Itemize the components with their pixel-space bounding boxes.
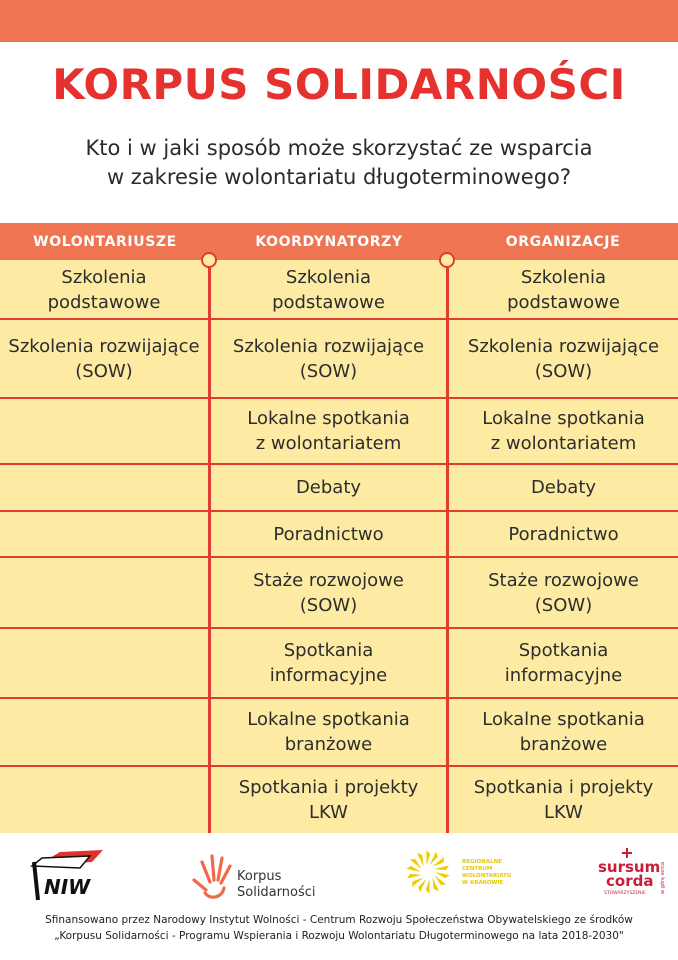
- rcw-logo: [406, 850, 511, 894]
- footer-note: [0, 912, 678, 944]
- rcw-text-2: CENTRUM: [462, 866, 493, 872]
- divider-knob: [201, 252, 217, 268]
- table-cell: [0, 398, 208, 464]
- subtitle-line-2: w zakresie wolontariatu długoterminowego?: [106, 165, 572, 189]
- table-header: [0, 223, 678, 260]
- sun-ray: [430, 852, 438, 866]
- sursum-corda-logo: [598, 848, 666, 896]
- table-cell: Staże rozwojowe (SOW): [488, 569, 639, 616]
- corda-text: corda: [606, 872, 654, 890]
- table-cell: Spotkania informacyjne: [269, 640, 388, 686]
- table-cell: [0, 557, 208, 628]
- table-cell: Szkolenia rozwijające (SOW): [8, 335, 200, 382]
- korpus-text-1: Korpus: [237, 869, 282, 884]
- page-subtitle: [40, 134, 638, 192]
- table-cell: Poradnictwo: [508, 523, 619, 545]
- sun-ray: [407, 874, 422, 879]
- table-cell: Lokalne spotkania branżowe: [482, 709, 645, 755]
- table-cell: Debaty: [295, 477, 362, 498]
- subtitle-line-1: Kto i w jaki sposób może skorzystać ze wsparcia: [85, 136, 593, 160]
- header-koordynatorzy: KOORDYNATORZY: [255, 234, 403, 250]
- sun-ray: [435, 872, 450, 878]
- hand-logo: [194, 856, 230, 897]
- table-cell: Lokalne spotkania branżowe: [247, 709, 410, 755]
- korpus-logo: [194, 856, 316, 900]
- w-gore-serca-text: w górę serca: [660, 861, 666, 894]
- table-cell: [0, 464, 208, 511]
- sun-ray: [418, 879, 426, 893]
- sun-ray: [434, 866, 449, 871]
- table-cell: Szkolenia rozwijające (SOW): [232, 335, 425, 382]
- table-cell: [0, 698, 208, 766]
- sponsor-logos: [0, 838, 678, 908]
- header-organizacje: ORGANIZACJE: [505, 234, 621, 250]
- table-cell: Szkolenia podstawowe: [272, 266, 385, 313]
- support-table: [0, 223, 678, 833]
- header-wolontariusze: WOLONTARIUSZE: [33, 234, 177, 250]
- table-cell: [0, 628, 208, 698]
- table-cell: Spotkania i projekty LKW: [238, 776, 419, 823]
- table-cell: Lokalne spotkania z wolontariatem: [247, 408, 410, 454]
- divider-knob: [439, 252, 455, 268]
- korpus-text-2: Solidarności: [237, 885, 316, 900]
- rcw-text-4: W KRAKOWIE: [462, 880, 504, 886]
- sun-ray: [426, 879, 430, 894]
- table-cell: Szkolenia rozwijające (SOW): [467, 335, 660, 382]
- table-cell: Spotkania i projekty LKW: [473, 776, 654, 823]
- table-cell: Staże rozwojowe (SOW): [253, 569, 404, 616]
- sun-ray: [406, 866, 421, 872]
- sun-logo: [406, 850, 450, 894]
- stowarzyszenie-text: STOWARZYSZENIE: [604, 891, 646, 896]
- footer-line-1: Sfinansowano przez Narodowy Instytut Wolności - Centrum Rozwoju Społeczeństwa Obywatelskiego ze środków: [45, 914, 633, 926]
- page-title: KORPUS SOLIDARNOŚCI: [52, 60, 626, 109]
- footer-line-2: „Korpusu Solidarności - Programu Wspierania i Rozwoju Wolontariatu Długoterminowego na lata 2018-2030": [54, 930, 624, 942]
- sun-ray: [426, 850, 430, 865]
- table-cell: Lokalne spotkania z wolontariatem: [482, 408, 645, 454]
- table-cell: Debaty: [530, 477, 597, 498]
- rcw-text-1: REGIONALNE: [462, 859, 502, 865]
- rcw-text-3: WOLONTARIATU: [462, 873, 512, 879]
- table-cell: [0, 511, 208, 557]
- table-cell: [0, 766, 208, 833]
- niw-text: NIW: [44, 875, 91, 899]
- table-cell: Spotkania informacyjne: [504, 640, 623, 686]
- table-cell: Poradnictwo: [273, 523, 384, 545]
- table-cell: Szkolenia podstawowe: [47, 266, 161, 313]
- table-cell: Szkolenia podstawowe: [507, 266, 620, 313]
- top-color-band: [0, 0, 678, 42]
- sursum-text: sursum: [598, 858, 661, 876]
- niw-logo: [32, 850, 103, 900]
